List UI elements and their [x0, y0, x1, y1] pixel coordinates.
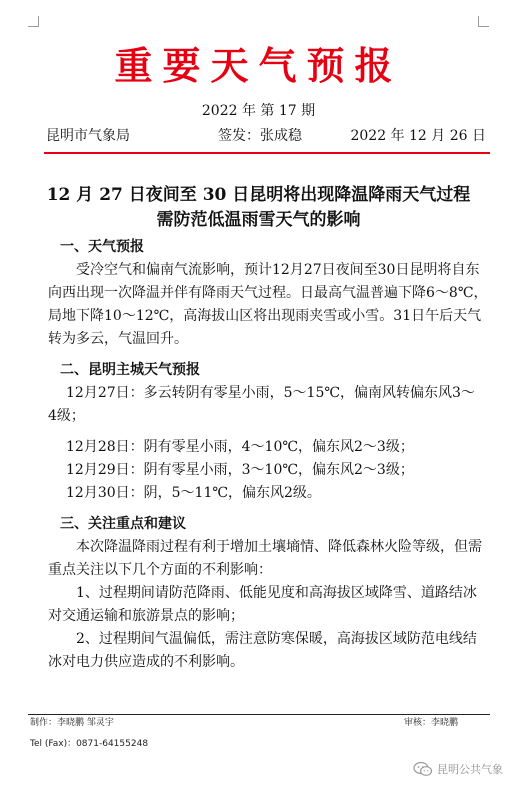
crop-mark-top-left: [28, 16, 39, 27]
forecast-paragraph: 受冷空气和偏南气流影响，预计12月27日夜间至30日昆明将自东向西出现一次降温并伴有降雨天气过程。日最高气温普遍下降6～8℃，局地下降10～12℃，高海拔山区将出现雨夹雪或小雪。31日午后天气转为多云，气温回升。: [48, 262, 488, 347]
section-heading-advice: 三、关注重点和建议: [60, 516, 186, 532]
watermark: [413, 758, 503, 780]
headline-line-2: 需防范低温雨雪天气的影响: [156, 210, 361, 230]
daily-forecast-item: 12月27日：多云转阴有零星小雨，5～15℃，偏南风转偏东风3～: [66, 385, 475, 401]
headline: [0, 183, 517, 233]
masthead-title: 重要天气预报: [114, 43, 403, 88]
advice-point: 1、过程期间请防范降雨、低能见度和高海拔区域降雪、道路结冰对交通运输和旅游景点的影响；: [48, 585, 477, 624]
wechat-icon: [413, 761, 433, 777]
daily-forecast-item: 12月28日：阴有零星小雨，4～10℃，偏东风2～3级；: [66, 439, 414, 455]
daily-forecast-item: 12月29日：阴有零星小雨，3～10℃，偏东风2～3级；: [66, 462, 414, 478]
issue-date: 2022 年 12 月 26 日: [350, 128, 486, 144]
daily-forecast-item: 12月30日：阴，5～11℃，偏东风2级。: [66, 485, 321, 501]
daily-forecast-item-continuation: 4级；: [48, 408, 85, 424]
issuing-organization: 昆明市气象局: [46, 128, 130, 144]
section-heading-city-forecast: 二、昆明主城天气预报: [60, 362, 200, 378]
issue-number: 2022 年 第 17 期: [201, 103, 316, 119]
footer-divider: [28, 714, 490, 715]
document-body: [48, 236, 488, 674]
signer: 签发：张成稳: [218, 128, 302, 144]
headline-line-1: 12 月 27 日夜间至 30 日昆明将出现降温降雨天气过程: [46, 185, 471, 205]
watermark-text: 昆明公共气象: [437, 763, 503, 776]
footer-authors: 制作：李晓鹏 邹灵宇: [30, 718, 114, 728]
footer-telephone: Tel (Fax)：0871-64155248: [30, 739, 149, 749]
crop-mark-top-right: [478, 16, 489, 27]
footer-reviewer: 审核：李晓鹏: [404, 718, 459, 728]
meta-line: [46, 126, 486, 146]
advice-intro: 本次降温降雨过程有利于增加土壤墒情、降低森林火险等级，但需重点关注以下几个方面的不利影响：: [48, 539, 482, 578]
section-heading-forecast: 一、天气预报: [60, 239, 144, 255]
header-divider: [44, 152, 490, 154]
advice-point: 2、过程期间气温偏低，需注意防寒保暖，高海拔区域防范电线结冰对电力供应造成的不利影响。: [48, 631, 477, 670]
